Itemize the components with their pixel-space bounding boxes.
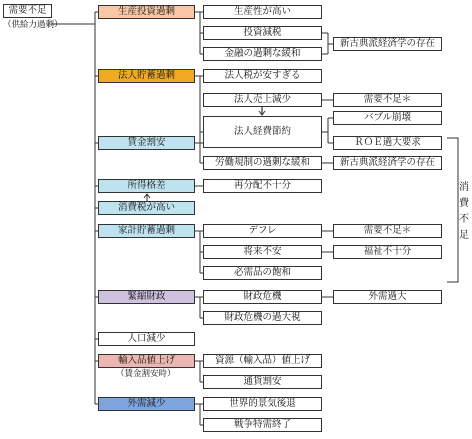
neoclassical-economics-2: 新古典派経済学の存在 — [333, 156, 442, 170]
roe-excess-demand: ＲＯＥ過大要求 — [333, 136, 442, 150]
demand-shortage-star-1: 需要不足＊ — [333, 93, 442, 107]
global-recession: 世界的景気後退 — [203, 397, 322, 411]
household-savings-excess: 家計貯蓄過剰 — [98, 224, 195, 238]
fiscal-crisis: 財政危機 — [203, 290, 322, 304]
austerity: 緊縮財政 — [98, 290, 195, 304]
consumption-shortage-label: 消費不足 — [459, 182, 469, 241]
neoclassical-economics-1: 新古典派経済学の存在 — [333, 37, 442, 51]
corp-sales-drop: 法人売上減少 — [203, 93, 322, 107]
fiscal-crisis-exaggeration: 財政危機の過大視 — [203, 311, 322, 325]
wage-restraint: 賃金割安 — [98, 136, 195, 150]
weak-currency: 通貨割安 — [203, 375, 322, 389]
low-corp-tax: 法人税が安すぎる — [203, 69, 322, 83]
excessive-external-demand: 外需過大 — [333, 290, 442, 304]
income-gap: 所得格差 — [98, 179, 195, 193]
import-price-sub-label: （賃金割安時） — [116, 369, 176, 379]
root-demand-shortage: 需要不足 — [3, 4, 52, 18]
high-productivity: 生産性が高い — [203, 5, 322, 19]
deflation: デフレ — [203, 224, 322, 238]
labor-deregulation: 労働規制の過剰な緩和 — [203, 156, 322, 170]
investment-excess: 生産投資過剰 — [98, 5, 195, 19]
population-decline: 人口減少 — [98, 332, 195, 346]
insufficient-redistribution: 再分配不十分 — [203, 179, 322, 193]
external-demand-decline: 外需減少 — [98, 397, 195, 411]
import-price-rise: 輸入品値上げ — [98, 354, 195, 368]
investment-tax-cut: 投資減税 — [203, 26, 322, 40]
corp-cost-saving: 法人経費節約 — [203, 116, 322, 148]
insufficient-welfare: 福祉不十分 — [333, 245, 442, 259]
corp-savings-excess: 法人貯蓄過剰 — [98, 69, 195, 83]
bubble-collapse: バブル崩壊 — [333, 111, 442, 125]
future-uncertainty: 将来不安 — [203, 245, 322, 259]
root-sub-label: （供給力過剰） — [3, 20, 63, 30]
war-demand-end: 戦争特需終了 — [203, 418, 322, 432]
monetary-easing: 金融の過剰な緩和 — [203, 47, 322, 61]
consumption-tax-high: 消費税が高い — [98, 201, 195, 215]
necessities-saturation: 必需品の飽和 — [203, 266, 322, 280]
resource-price-rise: 資源（輸入品）値上げ — [203, 354, 322, 368]
demand-shortage-star-2: 需要不足＊ — [333, 224, 442, 238]
